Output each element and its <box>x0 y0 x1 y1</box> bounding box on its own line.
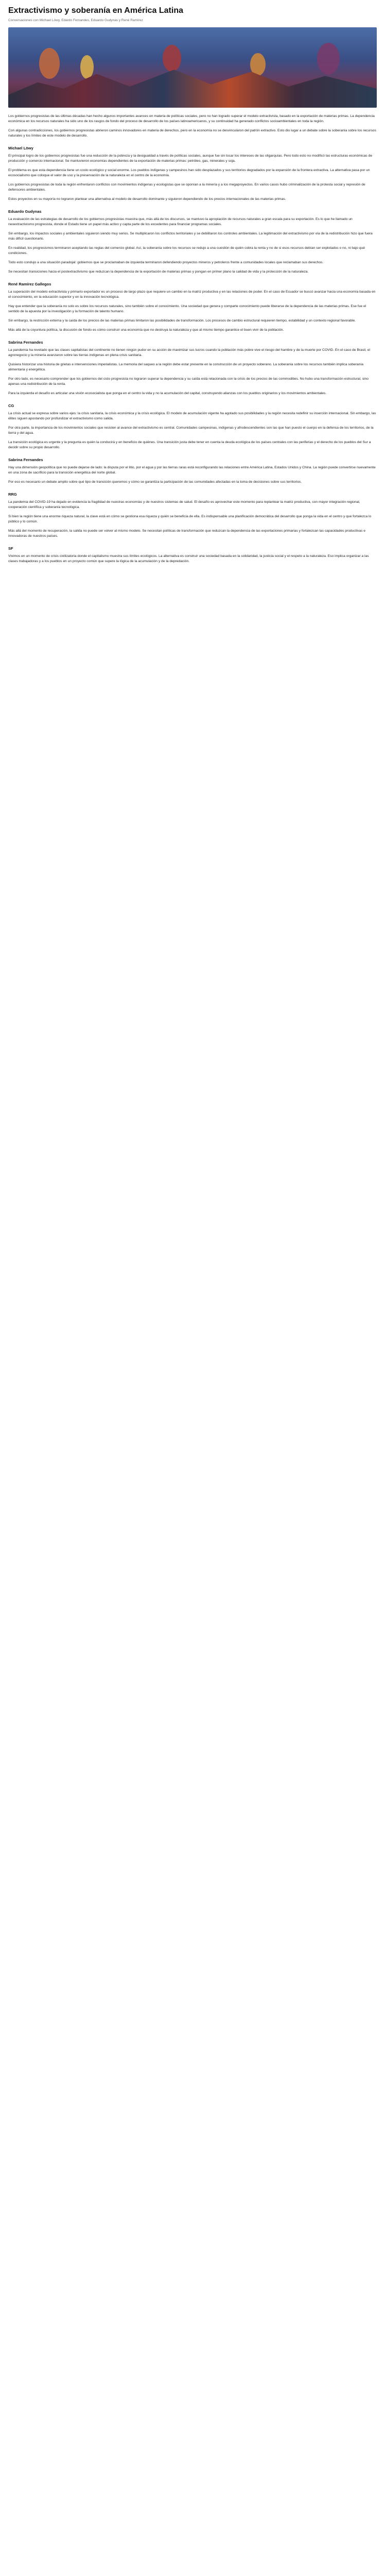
body-paragraph: Sin embargo, los impactos sociales y ambientales siguieron siendo muy serios. Se multiplicaron los conflictos territoriales y se debilitaron los controles ambientales. La legitimación del extractivismo por vía de la redistribución hizo que fuera más difícil cuestionarlo. <box>8 232 373 241</box>
body-paragraph: Se necesitan transiciones hacia el postextractivismo que reduzcan la dependencia de la exportación de materias primas y pongan en primer plano la calidad de vida y la protección de la naturaleza. <box>8 270 309 274</box>
body-paragraph: Por otra parte, la importancia de los movimientos sociales que resisten al avance del extractivismo es central. Comunidades campesinas, indígenas y afrodescendientes son las que han puesto el cuerpo en la defensa de los territorios, de la tierra y del agua. <box>8 426 374 435</box>
section-heading: René Ramírez Gallegos <box>8 282 51 286</box>
section-heading: Sabrina Fernandes <box>8 457 43 462</box>
section-heading: SF <box>8 546 13 551</box>
body-paragraph: Hay que entender que la soberanía no solo es sobre los recursos naturales, sino también sobre el conocimiento. Una sociedad que genera y comparte conocimiento puede liberarse de la dependencia de las materias primas. Ese fue el sentido de la apuesta por la investigación y la formación de talento humano. <box>8 304 366 313</box>
section-heading: CG <box>8 403 14 408</box>
body-paragraph: Para la izquierda el desafío es articular una visión ecosocialista que ponga en el centro la vida y no la acumulación del capital, construyendo alianzas con los pueblos originarios y los movimientos ambientales. <box>8 392 327 395</box>
article-body <box>8 114 377 564</box>
body-paragraph: La transición ecológica es urgente y la pregunta es quién la conducirá y en beneficio de quiénes. Una transición justa debe tener en cuenta la deuda ecológica de los países centrales con las periferias y el derecho de los pueblos del Sur a decidir sobre su propio desarrollo. <box>8 440 371 449</box>
body-paragraph: Todo esto condujo a una situación paradojal: gobiernos que se proclamaban de izquierda terminaron defendiendo proyectos mineros y petroleros frente a comunidades locales que reclamaban sus derechos. <box>8 261 324 264</box>
hero-illustration <box>8 27 377 108</box>
body-paragraph: Los gobiernos progresistas de las últimas décadas han hecho algunos importantes avances en materia de políticas sociales, pero no han logrado superar el modelo extractivista, basado en la exportación de materias primas. La dependencia económica en los recursos naturales ha sido uno de los rasgos de fondo del proceso de desarrollo de los países latinoamericanos, y su continuidad ha generado conflictos socioambientales en toda la región. <box>8 114 375 123</box>
body-paragraph: Estos proyectos en su mayoría no lograron plantear una alternativa al modelo de desarrollo dominante y siguieron dependiendo de los precios internacionales de las materias primas. <box>8 197 286 201</box>
body-paragraph: La pandemia del COVID-19 ha dejado en evidencia la fragilidad de nuestras economías y de nuestros sistemas de salud. El desafío es aprovechar este momento para replantear la matriz productiva, con mayor integración regional, cooperación científica y soberanía tecnológica. <box>8 500 360 509</box>
section-heading: RRG <box>8 492 17 497</box>
body-paragraph: La evaluación de las estrategias de desarrollo de los gobiernos progresistas muestra que, más allá de los discursos, se mantuvo la apropiación de recursos naturales a gran escala para su exportación. Es lo que he llamado un neoextractivismo progresista, donde el Estado tiene un papel más activo y capta parte de los excedentes para financiar programas sociales. <box>8 217 353 226</box>
body-paragraph: La superación del modelo extractivista y primario exportador es un proceso de largo plazo que requiere un cambio en la matriz productiva y en las relaciones de poder. En el caso de Ecuador se buscó avanzar hacia una economía basada en el conocimiento, en la educación superior y en la innovación tecnológica. <box>8 290 376 299</box>
section-heading: Eduardo Gudynas <box>8 209 42 214</box>
body-paragraph: Los gobiernos progresistas de toda la región enfrentaron conflictos con movimientos indígenas y ecologistas que se oponían a la minería y a los megaproyectos. En varios casos hubo criminalización de la protesta social y represión de defensores ambientales. <box>8 183 365 192</box>
body-paragraph: Por otro lado, es necesario comprender que los gobiernos del ciclo progresista no lograron superar la dependencia y su caída está relacionada con la crisis de los precios de las commodities. No hubo una transformación estructural, sino apenas una redistribución de la renta. <box>8 377 369 386</box>
section-heading: Michael Löwy <box>8 146 33 150</box>
body-paragraph: El problema es que esta dependencia tiene un costo ecológico y social enorme. Los pueblos indígenas y campesinos han sido desplazados y sus territorios degradados por la expansión de la frontera extractiva. La alternativa pasa por un ecosocialismo que coloque el valor de uso y la preservación de la naturaleza en el centro de la economía. <box>8 168 370 177</box>
body-paragraph: Hay una dimensión geopolítica que no puede dejarse de lado: la disputa por el litio, por el agua y por las tierras raras está reconfigurando las relaciones entre América Latina, Estados Unidos y China. La región puede convertirse nuevamente en una zona de sacrificio para la transición energética del norte global. <box>8 466 376 474</box>
article-title: Extractivismo y soberanía en América Latina <box>8 6 183 15</box>
body-paragraph: Más allá del momento de recuperación, la salida no puede ser volver al mismo modelo. Se necesitan políticas de transformación que reduzcan la dependencia de las exportaciones primarias y fortalezcan las capacidades productivas e innovadoras de nuestros países. <box>8 529 366 538</box>
body-paragraph: Sin embargo, la restricción externa y la caída de los precios de las materias primas limitaron las posibilidades de transformación. Los procesos de cambio estructural requieren tiempo, estabilidad y un contexto regional favorable. <box>8 319 356 323</box>
body-paragraph: Vivimos en un momento de crisis civilizatoria donde el capitalismo muestra sus límites ecológicos. La alternativa es construir una sociedad basada en la solidaridad, la justicia social y el respeto a la naturaleza. Eso implica organizar a las clases trabajadoras y a los pueblos en un proyecto común que supere la lógica de la acumulación y de la depredación. <box>8 554 369 563</box>
body-paragraph: La pandemia ha revelado que las clases capitalistas del continente no tienen ningún pudor en su acción de maximizar sus lucros cuando la población más pobre vive el riesgo del hambre y de la muerte por COVID. En el caso de Brasil, el agronegocio y la minería avanzaron sobre las tierras indígenas en plena crisis sanitaria. <box>8 348 370 357</box>
section-heading: Sabrina Fernandes <box>8 340 43 345</box>
article-subtitle: Conversaciones con Michael Löwy, Edardo Fernandes, Eduardo Gudynas y René Ramírez <box>8 19 143 22</box>
body-paragraph: Si bien la región tiene una enorme riqueza natural, la clave está en cómo se gestiona esa riqueza y quién se beneficia de ella. Es indispensable una planificación democrática del desarrollo que ponga la vida en el centro y que fortalezca lo público y lo común. <box>8 515 372 523</box>
body-paragraph: Por eso es necesario un debate amplio sobre qué tipo de transición queremos y cómo se garantiza la participación de las comunidades afectadas en la toma de decisiones sobre sus territorios. <box>8 480 302 484</box>
body-paragraph: En realidad, los progresismos terminaron aceptando las reglas del comercio global. Así, la soberanía sobre los recursos se redujo a una cuestión de quién cobra la renta y no de si esos recursos debían ser explotados o no, ni bajo qué condiciones. <box>8 246 365 255</box>
body-paragraph: Quisiera historizar una historia de grietas e intervenciones imperialistas. La memoria del saqueo a la región debe estar presente en la construcción de un proyecto soberano. La soberanía sobre los recursos también implica soberanía alimentaria y energética. <box>8 363 363 371</box>
body-paragraph: Más allá de la coyuntura política, la discusión de fondo es cómo construir una economía que no destruya la naturaleza y que al mismo tiempo garantice el buen vivir de la población. <box>8 328 284 332</box>
body-paragraph: La crisis actual se expresa sobre varios ejes: la crisis sanitaria, la crisis económica y la crisis ecológica. El modelo de acumulación vigente ha agotado sus posibilidades y la región necesita redefinir su inserción internacional. Sin embargo, las élites siguen apostando por profundizar el extractivismo como salida. <box>8 412 376 420</box>
body-paragraph: El principal logro de los gobiernos progresistas fue una reducción de la pobreza y la desigualdad a través de políticas sociales, aunque fue sin tocar los intereses de las oligarquías. Pero todo esto no modificó las estructuras económicas de producción y comercio internacional. Se mantuvieron economías dependientes de la exportación de materias primas: petróleo, gas, minerales y soja. <box>8 154 373 163</box>
article <box>8 0 377 581</box>
body-paragraph: Con algunas contradicciones, los gobiernos progresistas abrieron caminos innovadores en materia de derechos, pero en la economía no se desvincularon del patrón extractivo. Esto dio lugar a un debate sobre la soberanía sobre los recursos naturales y los límites de este modelo de desarrollo. <box>8 129 376 138</box>
